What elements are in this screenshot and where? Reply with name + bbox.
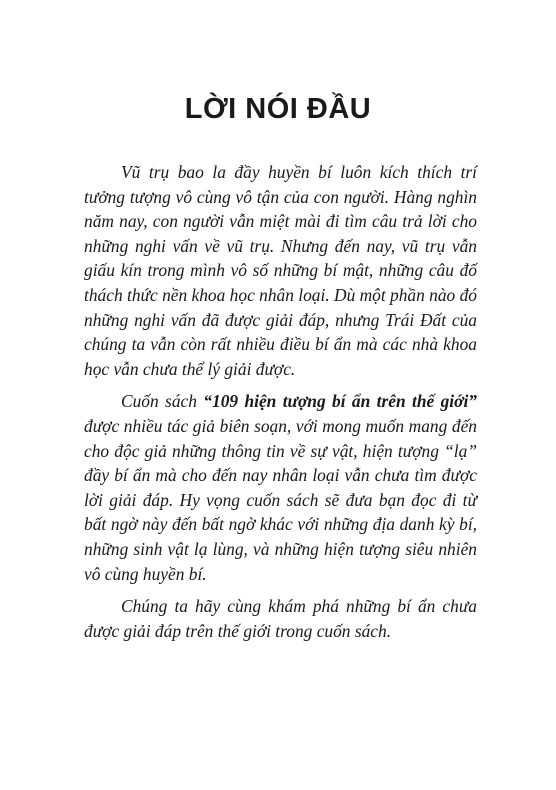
book-title: “109 hiện tượng bí ẩn trên thế giới” [203,391,477,412]
paragraph-book-description [84,389,477,586]
preface-body [84,160,477,643]
paragraph-intro: Vũ trụ bao la đầy huyền bí luôn kích thích trí tưởng tượng vô cùng vô tận của con người. Hàng nghìn năm nay, con người vẫn miệt mài đi tìm câu trả lời cho những nghi vấn về vũ trụ. Nhưng đến nay, vũ trụ vẫn giấu kín trong mình vô số những bí mật, những câu đố thách thức nền khoa học nhân loại. Dù một phần nào đó những nghi vấn đã được giải đáp, nhưng Trái Đất của chúng ta vẫn còn rất nhiều điều bí ẩn mà các nhà khoa học vẫn chưa thể lý giải được. [84,162,477,379]
paragraph-text-rest: được nhiều tác giả biên soạn, với mong muốn mang đến cho độc giả những thông tin về sự vật, hiện tượng “lạ” đầy bí ẩn mà cho đến nay nhân loại vẫn chưa tìm được lời giải đáp. Hy vọng cuốn sách sẽ đưa bạn đọc đi từ bất ngờ này đến bất ngờ khác với những địa danh kỳ bí, những sinh vật lạ lùng, và những hiện tượng siêu nhiên vô cùng huyền bí. [84,415,477,584]
paragraph-text-lead: Cuốn sách [121,391,204,412]
paragraph-closing: Chúng ta hãy cùng khám phá những bí ẩn chưa được giải đáp trên thế giới trong cuốn sách. [84,596,477,641]
page-title: LỜI NÓI ĐẦU [184,93,372,125]
